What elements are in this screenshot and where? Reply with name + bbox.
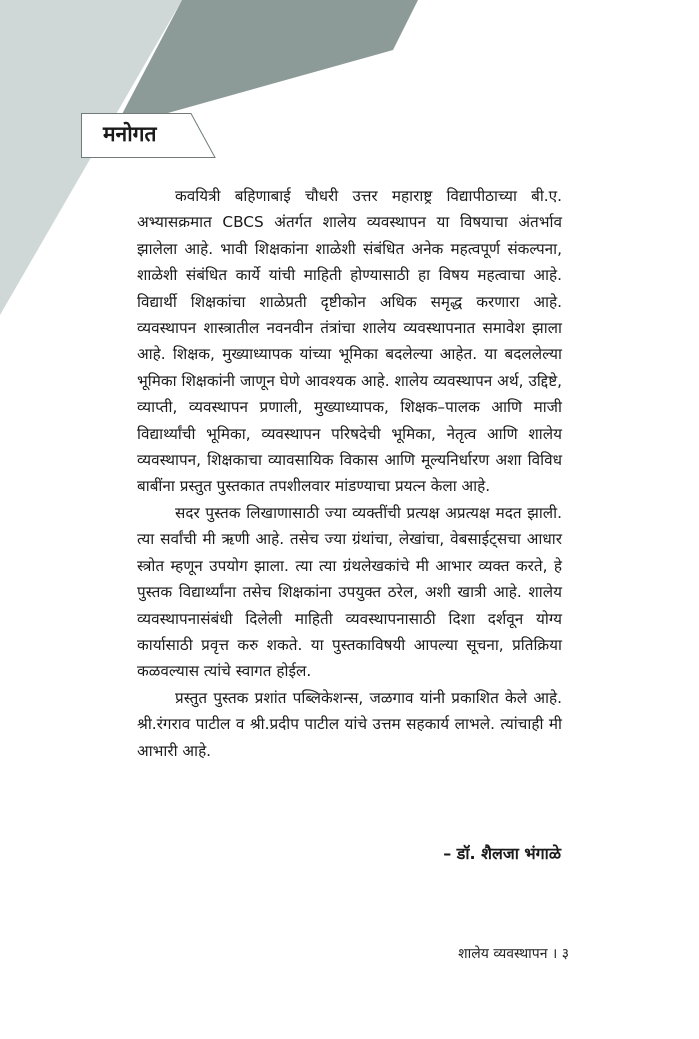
footer-separator: । <box>551 946 558 962</box>
preface-body <box>137 183 562 764</box>
paragraph-intro: कवयित्री बहिणाबाई चौधरी उत्तर महाराष्ट्र विद्यापीठाच्या बी.ए. अभ्यासक्रमात CBCS अंतर्गत शालेय व्यवस्थापन या विषयाचा अंतर्भाव झालेला आहे. भावी शिक्षकांना शाळेशी संबंधित अनेक महत्वपूर्ण संकल्पना, शाळेशी संबंधित कार्ये यांची माहिती होण्यासाठी हा विषय महत्वाचा आहे. विद्यार्थी शिक्षकांचा शाळेप्रती दृष्टीकोन अधिक समृद्ध करणारा आहे. व्यवस्थापन शास्त्रातील नवनवीन तंत्रांचा शालेय व्यवस्थापनात समावेश झाला आहे. शिक्षक, मुख्याध्यापक यांच्या भूमिका बदलेल्या आहेत. या बदललेल्या भूमिका शिक्षकांनी जाणून घेणे आवश्यक आहे. शालेय व्यवस्थापन अर्थ, उद्दिष्टे, व्याप्ती, व्यवस्थापन प्रणाली, मुख्याध्यापक, शिक्षक–पालक आणि माजी विद्यार्थ्यांची भूमिका, व्यवस्थापन परिषदेची भूमिका, नेतृत्व आणि शालेय व्यवस्थापन, शिक्षकाचा व्यावसायिक विकास आणि मूल्यनिर्धारण अशा विविध बाबींना प्रस्तुत पुस्तकात तपशीलवार मांडण्याचा प्रयत्न केला आहे. <box>137 187 562 496</box>
page-footer <box>458 944 569 963</box>
running-title: शालेय व्यवस्थापन <box>458 946 548 962</box>
paragraph-acknowledgement: सदर पुस्तक लिखाणासाठी ज्या व्यक्तींची प्रत्यक्ष अप्रत्यक्ष मदत झाली. त्या सर्वांची मी ऋणी आहे. तसेच ज्या ग्रंथांचा, लेखांचा, वेबसाईट्सचा आधार स्त्रोत म्हणून उपयोग झाला. त्या त्या ग्रंथलेखकांचे मी आभार व्यक्त करते, हे पुस्तक विद्यार्थ्यांना तसेच शिक्षकांना उपयुक्त ठरेल, अशी खात्री आहे. शालेय व्यवस्थापनासंबंधी दिलेली माहिती व्यवस्थापनासाठी दिशा दर्शवून योग्य कार्यासाठी प्रवृत्त करु शकते. या पुस्तकाविषयी आपल्या सूचना, प्रतिक्रिया कळवल्यास त्यांचे स्वागत होईल. <box>137 503 562 681</box>
author-signature: – डॉ. शैलजा भंगाळे <box>443 844 561 863</box>
paragraph-publisher: प्रस्तुत पुस्तक प्रशांत पब्लिकेशन्स, जळगाव यांनी प्रकाशित केले आहे. श्री.रंगराव पाटील व श्री.प्रदीप पाटील यांचे उत्तम सहकार्य लाभले. त्यांचाही मी आभारी आहे. <box>137 688 562 760</box>
page-number: ३ <box>561 946 569 962</box>
section-heading-box <box>81 113 215 157</box>
page-title: मनोगत <box>103 122 157 146</box>
